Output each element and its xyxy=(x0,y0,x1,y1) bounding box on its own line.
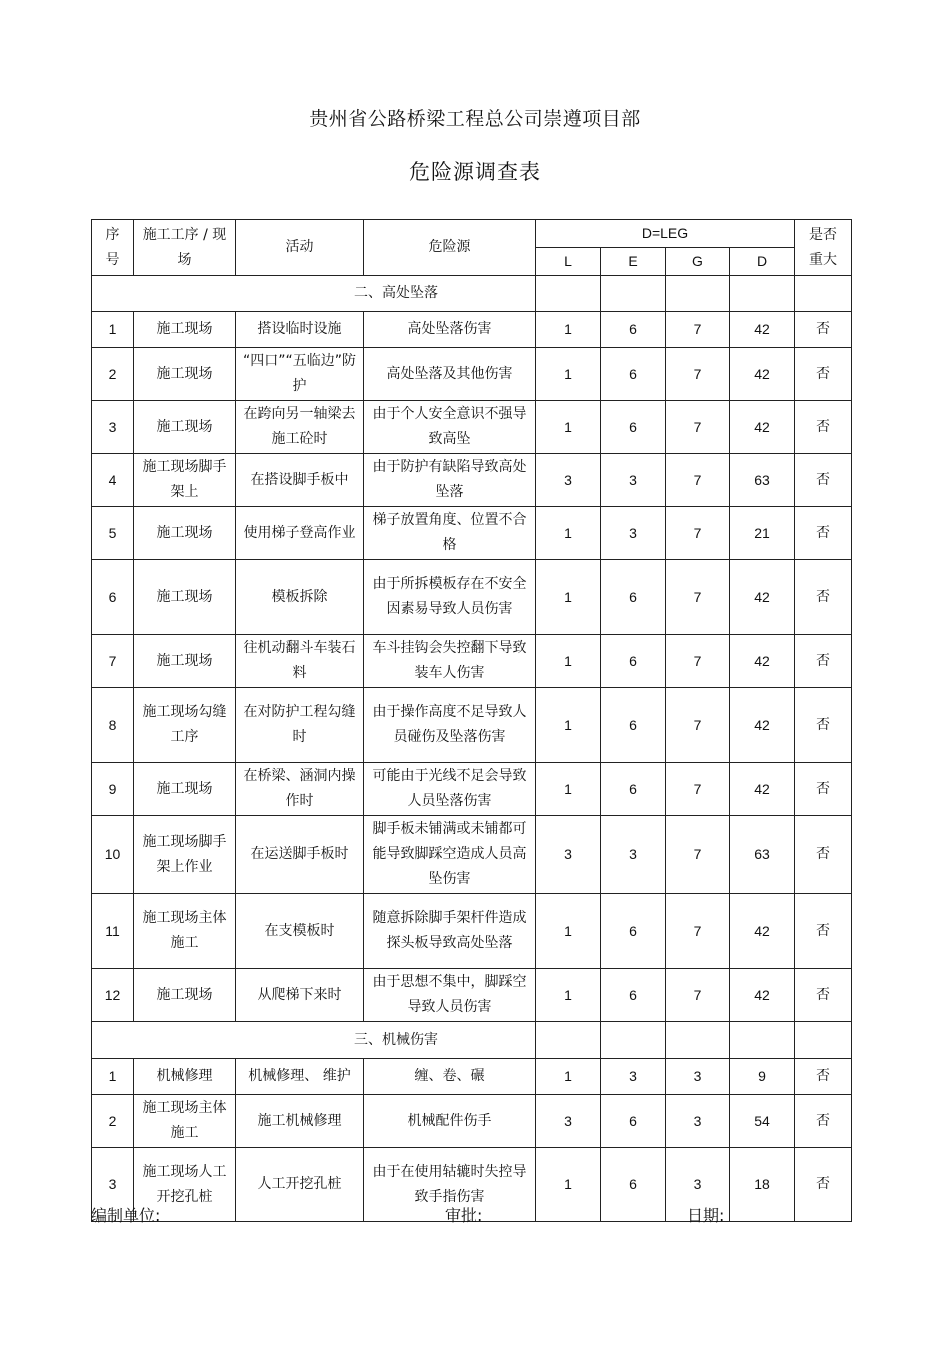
cell-E: 6 xyxy=(601,688,666,763)
footer-unit: 编制单位: xyxy=(91,1206,161,1225)
cell-no: 8 xyxy=(92,688,134,763)
cell-E: 3 xyxy=(601,816,666,894)
cell-D: 42 xyxy=(730,635,795,688)
cell-site: 施工现场 xyxy=(134,763,236,816)
empty-cell xyxy=(536,276,601,312)
cell-hazard: 可能由于光线不足会导致人员坠落伤害 xyxy=(364,763,536,816)
cell-no: 5 xyxy=(92,507,134,560)
cell-L: 3 xyxy=(536,816,601,894)
header-activity: 活动 xyxy=(236,220,364,276)
section-row xyxy=(92,1022,852,1059)
cell-L: 1 xyxy=(536,348,601,401)
cell-hazard: 车斗挂钩会失控翻下导致装车人伤害 xyxy=(364,635,536,688)
cell-hazard: 缠、卷、碾 xyxy=(364,1059,536,1095)
cell-no: 1 xyxy=(92,312,134,348)
header-D: D xyxy=(730,248,795,276)
table-row xyxy=(92,763,852,816)
cell-G: 7 xyxy=(666,312,730,348)
table-row xyxy=(92,560,852,635)
cell-no: 11 xyxy=(92,894,134,969)
cell-site: 施工现场主体施工 xyxy=(134,1095,236,1148)
cell-L: 1 xyxy=(536,560,601,635)
cell-E: 6 xyxy=(601,560,666,635)
cell-hazard: 机械配件伤手 xyxy=(364,1095,536,1148)
table-row xyxy=(92,454,852,507)
cell-major: 否 xyxy=(795,816,852,894)
cell-site: 施工现场勾缝工序 xyxy=(134,688,236,763)
cell-major: 否 xyxy=(795,348,852,401)
cell-hazard: 梯子放置角度、位置不合格 xyxy=(364,507,536,560)
cell-L: 1 xyxy=(536,401,601,454)
cell-D: 63 xyxy=(730,454,795,507)
cell-major: 否 xyxy=(795,894,852,969)
cell-site: 施工现场 xyxy=(134,348,236,401)
cell-hazard: 由于在使用轱辘时失控导致手指伤害 xyxy=(364,1148,536,1222)
header-formula: D=LEG xyxy=(536,220,795,248)
cell-major: 否 xyxy=(795,688,852,763)
cell-site: 施工现场主体施工 xyxy=(134,894,236,969)
cell-E: 3 xyxy=(601,1059,666,1095)
cell-L: 1 xyxy=(536,688,601,763)
table-row xyxy=(92,969,852,1022)
header-row xyxy=(92,220,852,248)
document-title: 贵州省公路桥梁工程总公司崇遵项目部 xyxy=(309,108,641,130)
cell-D: 42 xyxy=(730,312,795,348)
cell-hazard: 脚手板未铺满或未铺都可能导致脚踩空造成人员高坠伤害 xyxy=(364,816,536,894)
cell-G: 7 xyxy=(666,969,730,1022)
cell-L: 3 xyxy=(536,1095,601,1148)
cell-major: 否 xyxy=(795,401,852,454)
cell-no: 3 xyxy=(92,401,134,454)
cell-E: 6 xyxy=(601,312,666,348)
cell-D: 63 xyxy=(730,816,795,894)
empty-cell xyxy=(795,276,852,312)
cell-hazard: 高处坠落及其他伤害 xyxy=(364,348,536,401)
cell-E: 3 xyxy=(601,507,666,560)
cell-major: 否 xyxy=(795,635,852,688)
cell-site: 施工现场 xyxy=(134,507,236,560)
cell-activity: 使用梯子登高作业 xyxy=(236,507,364,560)
cell-no: 1 xyxy=(92,1059,134,1095)
hazard-table xyxy=(91,219,852,1222)
cell-activity: 在运送脚手板时 xyxy=(236,816,364,894)
cell-hazard: 由于防护有缺陷导致高处坠落 xyxy=(364,454,536,507)
table-row xyxy=(92,688,852,763)
cell-E: 6 xyxy=(601,1095,666,1148)
cell-activity: 模板拆除 xyxy=(236,560,364,635)
cell-hazard: 随意拆除脚手架杆件造成探头板导致高处坠落 xyxy=(364,894,536,969)
cell-G: 7 xyxy=(666,763,730,816)
cell-G: 3 xyxy=(666,1059,730,1095)
table-row xyxy=(92,635,852,688)
cell-L: 1 xyxy=(536,1059,601,1095)
cell-activity: 在跨向另一轴梁去施工砼时 xyxy=(236,401,364,454)
cell-activity: 在桥梁、涵洞内操作时 xyxy=(236,763,364,816)
table-row xyxy=(92,894,852,969)
table-row xyxy=(92,401,852,454)
cell-E: 6 xyxy=(601,969,666,1022)
cell-hazard: 高处坠落伤害 xyxy=(364,312,536,348)
cell-G: 3 xyxy=(666,1148,730,1222)
cell-L: 1 xyxy=(536,1148,601,1222)
cell-G: 3 xyxy=(666,1095,730,1148)
cell-G: 7 xyxy=(666,348,730,401)
cell-site: 施工现场 xyxy=(134,401,236,454)
cell-site: 施工现场 xyxy=(134,312,236,348)
table-row xyxy=(92,348,852,401)
empty-cell xyxy=(795,1022,852,1059)
cell-activity: 在对防护工程勾缝时 xyxy=(236,688,364,763)
section-title: 二、高处坠落 xyxy=(92,276,536,312)
document-subtitle: 危险源调查表 xyxy=(409,160,541,184)
empty-cell xyxy=(666,276,730,312)
cell-L: 1 xyxy=(536,312,601,348)
cell-activity: 从爬梯下来时 xyxy=(236,969,364,1022)
cell-D: 54 xyxy=(730,1095,795,1148)
cell-G: 7 xyxy=(666,635,730,688)
cell-L: 1 xyxy=(536,635,601,688)
cell-activity: 搭设临时设施 xyxy=(236,312,364,348)
cell-D: 21 xyxy=(730,507,795,560)
table-row xyxy=(92,312,852,348)
cell-G: 7 xyxy=(666,560,730,635)
cell-no: 7 xyxy=(92,635,134,688)
header-seq: 序号 xyxy=(92,220,134,276)
cell-site: 施工现场 xyxy=(134,635,236,688)
cell-D: 42 xyxy=(730,969,795,1022)
cell-L: 1 xyxy=(536,969,601,1022)
cell-D: 42 xyxy=(730,348,795,401)
cell-activity: 人工开挖孔桩 xyxy=(236,1148,364,1222)
header-major: 是否重大 xyxy=(795,220,852,276)
cell-site: 施工现场人工开挖孔桩 xyxy=(134,1148,236,1222)
cell-major: 否 xyxy=(795,560,852,635)
empty-cell xyxy=(666,1022,730,1059)
cell-site: 施工现场脚手架上 xyxy=(134,454,236,507)
cell-G: 7 xyxy=(666,688,730,763)
cell-E: 3 xyxy=(601,454,666,507)
section-title: 三、机械伤害 xyxy=(92,1022,536,1059)
cell-no: 6 xyxy=(92,560,134,635)
cell-major: 否 xyxy=(795,1059,852,1095)
cell-G: 7 xyxy=(666,816,730,894)
cell-activity: 在搭设脚手板中 xyxy=(236,454,364,507)
cell-no: 2 xyxy=(92,348,134,401)
cell-L: 1 xyxy=(536,763,601,816)
empty-cell xyxy=(536,1022,601,1059)
cell-major: 否 xyxy=(795,969,852,1022)
cell-site: 施工现场脚手架上作业 xyxy=(134,816,236,894)
empty-cell xyxy=(730,276,795,312)
table-row xyxy=(92,816,852,894)
cell-E: 6 xyxy=(601,1148,666,1222)
table-row xyxy=(92,1059,852,1095)
cell-D: 42 xyxy=(730,763,795,816)
header-hazard: 危险源 xyxy=(364,220,536,276)
cell-E: 6 xyxy=(601,635,666,688)
cell-G: 7 xyxy=(666,507,730,560)
cell-L: 3 xyxy=(536,454,601,507)
cell-E: 6 xyxy=(601,401,666,454)
cell-no: 3 xyxy=(92,1148,134,1222)
empty-cell xyxy=(601,1022,666,1059)
cell-no: 2 xyxy=(92,1095,134,1148)
cell-major: 否 xyxy=(795,454,852,507)
section-row xyxy=(92,276,852,312)
cell-L: 1 xyxy=(536,894,601,969)
cell-hazard: 由于个人安全意识不强导致高坠 xyxy=(364,401,536,454)
cell-site: 机械修理 xyxy=(134,1059,236,1095)
table-row xyxy=(92,1095,852,1148)
cell-activity: 在支模板时 xyxy=(236,894,364,969)
cell-D: 42 xyxy=(730,401,795,454)
cell-no: 12 xyxy=(92,969,134,1022)
table-row xyxy=(92,507,852,560)
cell-E: 6 xyxy=(601,894,666,969)
cell-major: 否 xyxy=(795,312,852,348)
cell-no: 4 xyxy=(92,454,134,507)
cell-hazard: 由于操作高度不足导致人员碰伤及坠落伤害 xyxy=(364,688,536,763)
cell-hazard: 由于思想不集中，脚踩空导致人员伤害 xyxy=(364,969,536,1022)
cell-no: 10 xyxy=(92,816,134,894)
header-L: L xyxy=(536,248,601,276)
cell-major: 否 xyxy=(795,507,852,560)
cell-major: 否 xyxy=(795,1148,852,1222)
empty-cell xyxy=(730,1022,795,1059)
cell-activity: 机械修理、 维护 xyxy=(236,1059,364,1095)
cell-activity: 施工机械修理 xyxy=(236,1095,364,1148)
cell-activity: 往机动翻斗车装石料 xyxy=(236,635,364,688)
cell-major: 否 xyxy=(795,763,852,816)
cell-D: 9 xyxy=(730,1059,795,1095)
cell-G: 7 xyxy=(666,401,730,454)
footer-date: 日期: xyxy=(687,1206,725,1225)
cell-site: 施工现场 xyxy=(134,560,236,635)
cell-G: 7 xyxy=(666,894,730,969)
cell-site: 施工现场 xyxy=(134,969,236,1022)
header-G: G xyxy=(666,248,730,276)
cell-D: 18 xyxy=(730,1148,795,1222)
cell-G: 7 xyxy=(666,454,730,507)
cell-D: 42 xyxy=(730,894,795,969)
footer-approve: 审批: xyxy=(445,1206,483,1225)
header-process: 施工工序 / 现场 xyxy=(134,220,236,276)
cell-D: 42 xyxy=(730,688,795,763)
header-E: E xyxy=(601,248,666,276)
cell-L: 1 xyxy=(536,507,601,560)
cell-E: 6 xyxy=(601,348,666,401)
cell-E: 6 xyxy=(601,763,666,816)
cell-no: 9 xyxy=(92,763,134,816)
cell-D: 42 xyxy=(730,560,795,635)
cell-activity: “四口”“五临边”防护 xyxy=(236,348,364,401)
cell-major: 否 xyxy=(795,1095,852,1148)
cell-hazard: 由于所拆模板存在不安全因素易导致人员伤害 xyxy=(364,560,536,635)
empty-cell xyxy=(601,276,666,312)
